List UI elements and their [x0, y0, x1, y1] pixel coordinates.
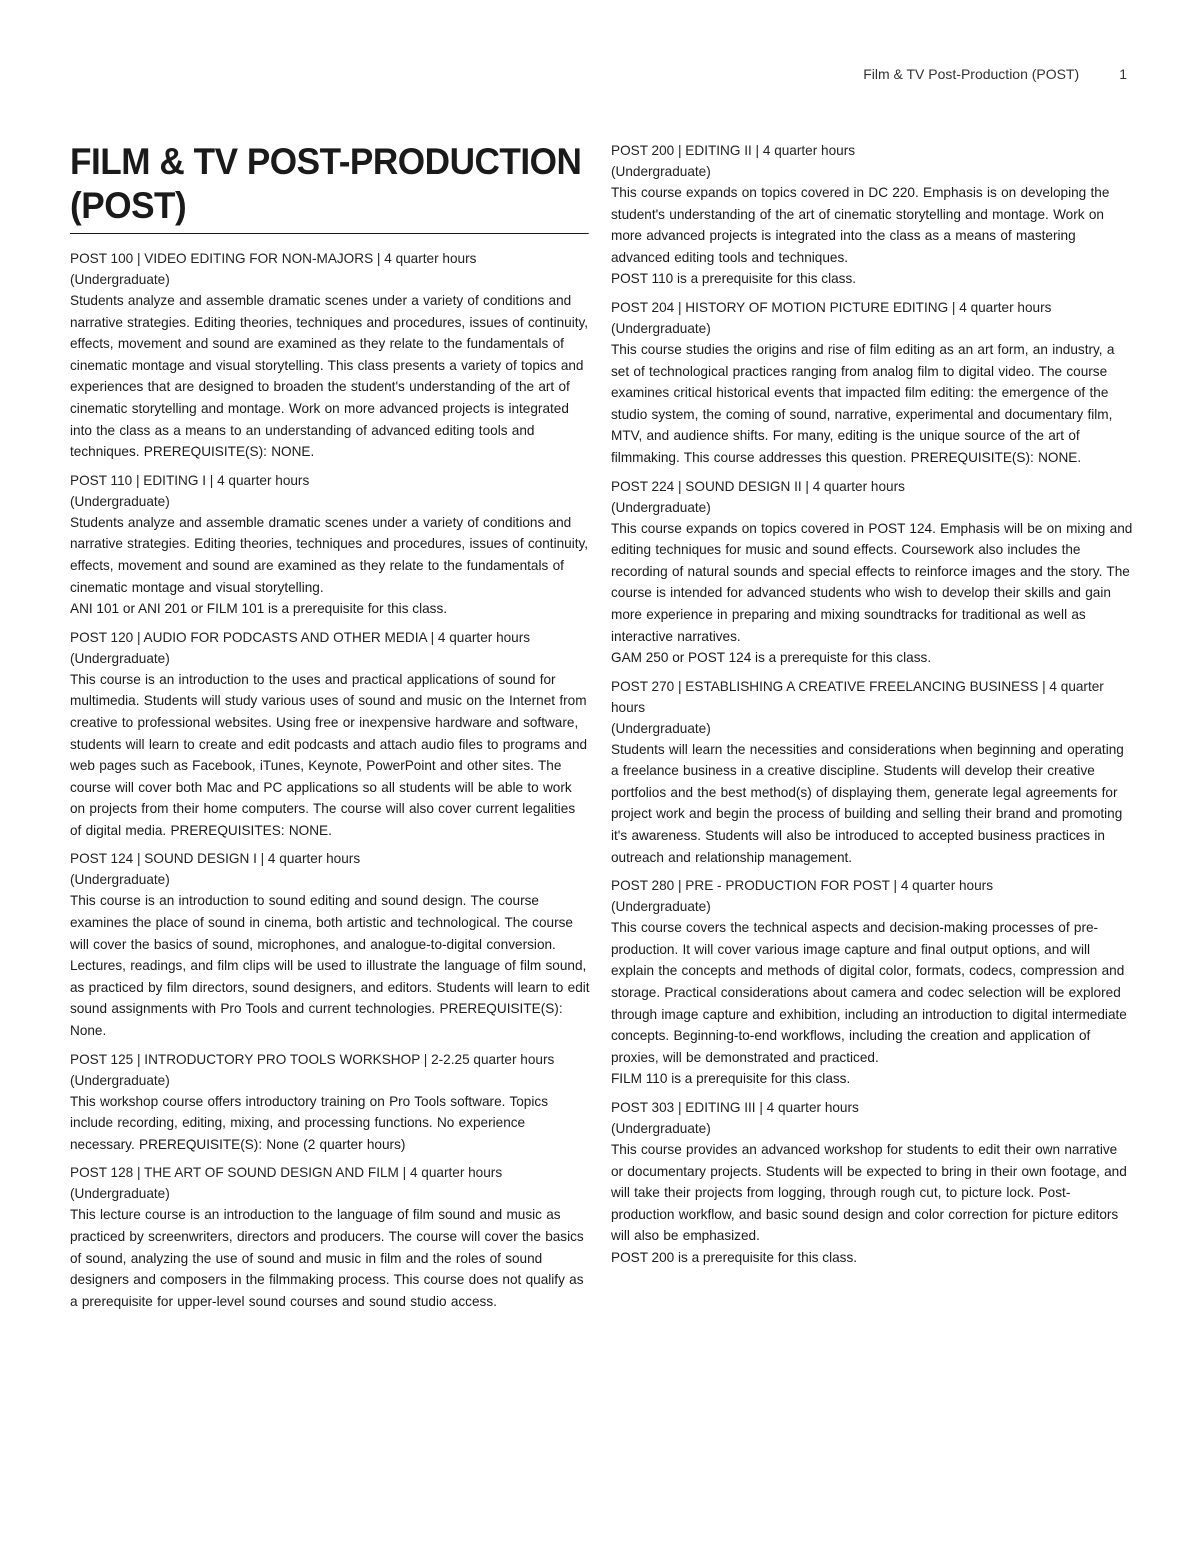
course-heading: POST 303 | EDITING III | 4 quarter hours	[611, 1100, 859, 1115]
course-heading: POST 280 | PRE - PRODUCTION FOR POST | 4 quarter hours	[611, 878, 994, 894]
running-header	[863, 66, 1127, 82]
page-number: 1	[1119, 66, 1127, 82]
course-description: Students will learn the necessities and considerations when beginning and operating a freelance business in a creative discipline. Students will develop their creative portfolios and the best method(s) of displaying them, generate legal agreements for project work and begin the process of building and selling their brand and promoting it's awareness. Students will also be introduced to accepted business practices in outreach and relationship management.	[611, 741, 1124, 865]
course-heading: POST 270 | ESTABLISHING A CREATIVE FREELANCING BUSINESS | 4 quarter hours	[611, 678, 1104, 715]
course-prerequisite: POST 110 is a prerequisite for this class.	[611, 271, 857, 287]
course-level: (Undergraduate)	[611, 499, 711, 515]
course-heading: POST 125 | INTRODUCTORY PRO TOOLS WORKSHOP | 2-2.25 quarter hours	[70, 1051, 555, 1067]
course-level: (Undergraduate)	[70, 272, 170, 287]
course-level: (Undergraduate)	[70, 493, 170, 509]
course-description: Students analyze and assemble dramatic scenes under a variety of conditions and narrative strategies. Editing theories, techniques and procedures, issues of continuity, effects, movement and sound are examined as they relate to the fundamentals of cinematic montage and visual storytelling.	[70, 514, 589, 595]
course-prerequisite: FILM 110 is a prerequisite for this class.	[611, 1071, 851, 1087]
course-level: (Undergraduate)	[611, 164, 711, 179]
page-title: FILM & TV POST-PRODUCTION (POST)	[70, 140, 589, 234]
course-heading: POST 120 | AUDIO FOR PODCASTS AND OTHER MEDIA | 4 quarter hours	[70, 629, 531, 645]
course-heading: POST 128 | THE ART OF SOUND DESIGN AND FILM | 4 quarter hours	[70, 1165, 503, 1181]
course-heading: POST 124 | SOUND DESIGN I | 4 quarter hours	[70, 851, 361, 867]
course-entry	[611, 1097, 1133, 1269]
course-entry	[611, 875, 1133, 1090]
course-entry	[611, 140, 1133, 290]
left-column	[70, 140, 590, 1319]
course-entry	[70, 848, 590, 1041]
course-level: (Undergraduate)	[70, 1072, 170, 1088]
course-heading: POST 204 | HISTORY OF MOTION PICTURE EDITING | 4 quarter hours	[611, 299, 1052, 315]
course-level: (Undergraduate)	[611, 1121, 711, 1136]
course-description: This course is an introduction to the uses and practical applications of sound for multimedia. Students will study various uses of sound and music on the Internet from creative to professional websites. Using free or inexpensive hardware and software, students will learn to create and edit podcasts and attach audio files to programs and web pages such as Facebook, iTunes, Keynote, PowerPoint and other sites. The course will cover both Mac and PC applications so all students will be able to work on projects from their home computers. The course will also cover current legalities of digital media. PREREQUISITES: NONE.	[70, 671, 588, 838]
course-level: (Undergraduate)	[70, 872, 170, 888]
course-description: This workshop course offers introductory training on Pro Tools software. Topics include recording, editing, mixing, and processing functions. No experience necessary. PREREQUISITE(S): None (2 quarter hours)	[70, 1093, 548, 1152]
course-description: This course expands on topics covered in POST 124. Emphasis will be on mixing and editing techniques for music and sound effects. Coursework also includes the recording of natural sounds and special effects to reinforce images and the story. The course is intended for advanced students who wish to develop their skills and gain more experience in preparing and mixing soundtracks for traditional as well as interactive narratives.	[611, 520, 1133, 644]
course-heading: POST 200 | EDITING II | 4 quarter hours	[611, 143, 856, 158]
course-prerequisite: GAM 250 or POST 124 is a prerequiste for this class.	[611, 650, 932, 666]
course-description: Students analyze and assemble dramatic scenes under a variety of conditions and narrative strategies. Editing theories, techniques and procedures, issues of continuity, effects, movement and sound are examined as they relate to the fundamentals of cinematic montage and visual storytelling. This class presents a variety of topics and experiences that are designed to broaden the student's understanding of the art of cinematic storytelling and montage. Work on more advanced projects is integrated into the class as a means to an understanding of advanced editing tools and techniques. PREREQUISITE(S): NONE.	[70, 293, 589, 460]
course-level: (Undergraduate)	[611, 899, 711, 915]
course-description: This course provides an advanced workshop for students to edit their own narrative or documentary projects. Students will be expected to bring in their own footage, and will take their projects from logging, through rough cut, to picture lock. Post-production workflow, and basic sound design and color correction for picture editors will also be emphasized.	[611, 1142, 1127, 1244]
course-heading: POST 110 | EDITING I | 4 quarter hours	[70, 472, 310, 488]
course-entry	[611, 297, 1133, 469]
running-title: Film & TV Post-Production (POST)	[863, 66, 1080, 82]
course-prerequisite: ANI 101 or ANI 201 or FILM 101 is a prerequisite for this class.	[70, 601, 448, 617]
course-entry	[70, 1049, 590, 1156]
course-level: (Undergraduate)	[611, 320, 711, 336]
course-entry	[70, 248, 590, 463]
course-description: This course studies the origins and rise of film editing as an art form, an industry, a set of technological practices ranging from analog film to digital video. The course examines critical historical events that impacted film editing: the emergence of the studio system, the coming of sound, narrative, experimental and documentary film, MTV, and audience shifts. For many, editing is the unique source of the art of filmmaking. This course addresses this question. PREREQUISITE(S): NONE.	[611, 341, 1115, 465]
right-column	[611, 140, 1133, 1276]
course-description: This lecture course is an introduction to the language of film sound and music as practiced by screenwriters, directors and producers. The course will cover the basics of sound, analyzing the use of sound and music in film and the roles of sound designers and composers in the filmmaking process. This course does not qualify as a prerequisite for upper-level sound courses and sound studio access.	[70, 1207, 584, 1309]
course-heading: POST 100 | VIDEO EDITING FOR NON-MAJORS | 4 quarter hours	[70, 251, 477, 266]
course-level: (Undergraduate)	[70, 1186, 170, 1202]
course-prerequisite: POST 200 is a prerequisite for this class.	[611, 1249, 858, 1265]
left-course-list	[70, 248, 590, 1312]
course-entry	[70, 627, 590, 842]
course-entry	[70, 1162, 590, 1312]
course-entry	[611, 476, 1133, 669]
course-entry	[70, 470, 590, 620]
course-level: (Undergraduate)	[70, 650, 170, 666]
course-description: This course covers the technical aspects and decision-making processes of pre-production. It will cover various image capture and final output options, and will explain the concepts and methods of digital color, formats, codecs, compression and storage. Practical considerations about camera and codec selection will be explored through image capture and exhibition, including an introduction to digital intermediate concepts. Beginning-to-end workflows, including the creation and application of proxies, will be demonstrated and practiced.	[611, 920, 1127, 1065]
course-level: (Undergraduate)	[611, 720, 711, 736]
course-description: This course is an introduction to sound editing and sound design. The course examines the place of sound in cinema, both artistic and technological. The course will cover the basics of sound, microphones, and analogue-to-digital conversion. Lectures, readings, and film clips will be used to illustrate the language of film sound, as practiced by film directors, sound designers, and editors. Students will learn to edit sound assignments with Pro Tools and current technologies. PREREQUISITE(S): None.	[70, 893, 590, 1039]
course-heading: POST 224 | SOUND DESIGN II | 4 quarter hours	[611, 478, 905, 494]
course-entry	[611, 676, 1133, 869]
course-description: This course expands on topics covered in DC 220. Emphasis is on developing the student's understanding of the art of cinematic storytelling and montage. Work on more advanced projects is integrated into the class as a means of mastering advanced editing tools and techniques.	[611, 185, 1110, 265]
